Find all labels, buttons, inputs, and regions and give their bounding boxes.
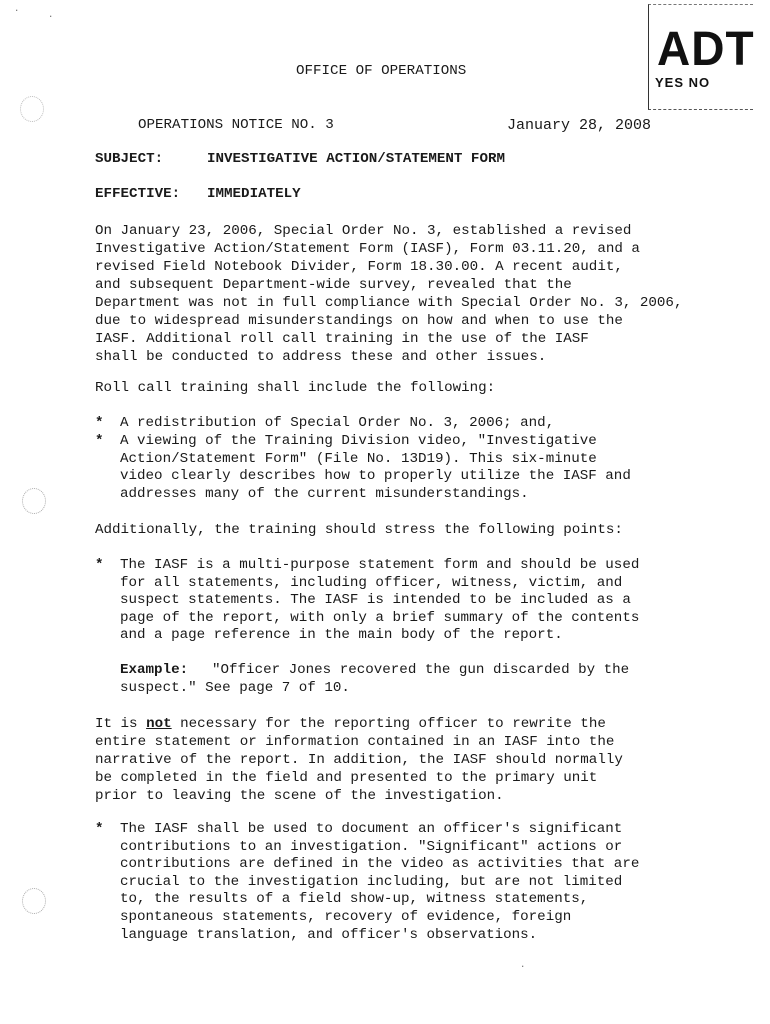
list-item-line: for all statements, including officer, witness, victim, and [120,574,623,591]
stamp-text: ADT [657,20,755,76]
list-item-line: The IASF is a multi-purpose statement form and should be used [120,557,640,573]
punch-hole-top [20,96,44,122]
list-item-line: video clearly describes how to properly utilize the IASF and [120,468,631,484]
paragraph-line: narrative of the report. In addition, the IASF should normally [95,752,623,768]
paragraph-line: prior to leaving the scene of the investigation. [95,788,504,804]
list-item-line: contributions to an investigation. "Significant" actions or [120,838,623,855]
example-label: Example: [120,662,189,678]
emphasis-not: not [146,716,172,732]
scan-speck: · [520,962,526,972]
paragraph-text: necessary for the reporting officer to rewrite the [171,716,606,732]
list-item-line: to, the results of a field show-up, witness statements, [120,891,589,908]
list-item-line: suspect statements. The IASF is intended to be included as a [120,592,631,608]
list-item-line: spontaneous statements, recovery of evidence, foreign [120,908,572,925]
list-item [120,557,639,645]
paragraph-line [95,715,623,733]
paragraph-line: shall be conducted to address these and other issues. [95,349,547,365]
effective-value: IMMEDIATELY [207,186,301,202]
list-item-line: language translation, and officer's observations. [120,926,538,943]
paragraph-line: due to widespread misunderstandings on how and when to use the [95,313,623,329]
paragraph-line: be completed in the field and presented to the primary unit [95,770,598,786]
paragraph-line: Investigative Action/Statement Form (IASF), Form 03.11.20, and a [95,241,640,257]
stamp-yes-no: YES NO [655,75,711,90]
rewrite-paragraph [95,715,623,805]
bullet-icon: * [95,433,104,449]
list-item: A redistribution of Special Order No. 3, 2006; and, [120,415,555,431]
list-item-line: page of the report, with only a brief summary of the contents [120,609,640,626]
list-item-line: addresses many of the current misunderstandings. [120,485,529,502]
roll-call-intro: Roll call training shall include the following: [95,380,496,396]
list-item-line: contributions are defined in the video as activities that are [120,856,640,873]
example-text: "Officer Jones recovered the gun discarded by the [212,662,630,678]
bullet-icon: * [95,415,104,431]
list-item-line: and a page reference in the main body of the report. [120,627,563,643]
punch-hole-bottom [22,888,46,914]
office-title: OFFICE OF OPERATIONS [296,63,467,79]
list-item-line: Action/Statement Form" (File No. 13D19). This six-minute [120,450,597,467]
subject-label: SUBJECT: [95,151,164,167]
bullet-icon: * [95,557,104,573]
intro-paragraph [95,222,682,366]
list-item-line: The IASF shall be used to document an officer's significant [120,821,623,837]
scan-speck: · [48,12,54,22]
list-item-line: crucial to the investigation including, but are not limited [120,873,623,890]
bullet-icon: * [95,821,104,837]
example-text: suspect." See page 7 of 10. [120,680,350,696]
additional-points-intro: Additionally, the training should stress the following points: [95,522,623,538]
notice-number: OPERATIONS NOTICE NO. 3 [138,117,334,133]
paragraph-line: IASF. Additional roll call training in the use of the IASF [95,331,589,347]
list-item-line: A viewing of the Training Division video, "Investigative [120,433,597,449]
adt-stamp [648,4,753,110]
effective-label: EFFECTIVE: [95,186,181,202]
paragraph-text: It is [95,716,147,732]
paragraph-line: revised Field Notebook Divider, Form 18.30.00. A recent audit, [95,259,623,275]
punch-hole-middle [22,488,46,514]
scan-speck: · [14,6,20,16]
notice-date: January 28, 2008 [507,117,652,134]
list-item [120,821,639,944]
paragraph-line: On January 23, 2006, Special Order No. 3, established a revised [95,223,632,239]
paragraph-line: entire statement or information contained in an IASF into the [95,734,615,750]
paragraph-line: Department was not in full compliance with Special Order No. 3, 2006, [95,295,683,311]
paragraph-line: and subsequent Department-wide survey, revealed that the [95,277,572,293]
subject-value: INVESTIGATIVE ACTION/STATEMENT FORM [207,151,505,167]
list-item [120,433,631,503]
